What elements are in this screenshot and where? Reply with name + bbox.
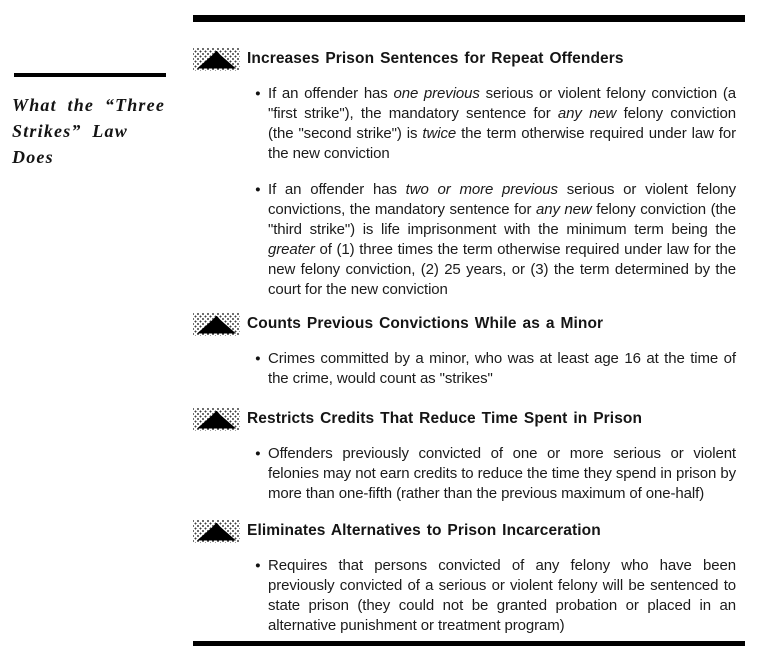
section-header xyxy=(193,519,745,543)
sidebar xyxy=(12,73,172,170)
section-heading: Counts Previous Convictions While as a Minor xyxy=(247,315,604,332)
bullet-list xyxy=(193,349,745,389)
section-heading: Increases Prison Sentences for Repeat Offenders xyxy=(247,50,624,67)
sidebar-title-line: Strikes” Law Does xyxy=(12,121,128,167)
bullet-item xyxy=(255,556,736,636)
bullet-text: Offenders previously convicted of one or more serious or violent felonies may not earn credits to reduce the time they spend in prison by more than one-fifth (rather than the previous maximum of one-half) xyxy=(268,445,736,502)
bullet-item xyxy=(255,180,736,300)
bullet-icon: ● xyxy=(255,448,261,459)
bullet-item xyxy=(255,444,736,504)
law-section xyxy=(193,47,745,300)
section-header xyxy=(193,407,745,431)
sidebar-rule xyxy=(14,73,166,77)
bullet-item xyxy=(255,349,736,389)
law-section xyxy=(193,519,745,636)
bullet-list xyxy=(193,84,745,300)
mountain-icon xyxy=(193,408,240,431)
sidebar-title-line: What the “Three xyxy=(12,95,166,115)
law-section xyxy=(193,312,745,389)
section-header xyxy=(193,312,745,336)
section-heading: Eliminates Alternatives to Prison Incarceration xyxy=(247,522,601,539)
sections-container xyxy=(193,47,745,636)
bullet-list xyxy=(193,444,745,504)
mountain-icon xyxy=(193,520,240,543)
bullet-item xyxy=(255,84,736,164)
law-section xyxy=(193,407,745,504)
bullet-icon: ● xyxy=(255,560,261,571)
section-header xyxy=(193,47,745,71)
bullet-list xyxy=(193,556,745,636)
bullet-icon: ● xyxy=(255,184,261,195)
bottom-rule xyxy=(193,641,745,646)
mountain-icon xyxy=(193,313,240,336)
bullet-icon: ● xyxy=(255,353,261,364)
main-content xyxy=(193,0,745,646)
bullet-text: Requires that persons convicted of any felony who have been previously convicted of a serious or violent felony will be sentenced to state prison (they could not be granted probation or placed in an alternative punishment or treatment program) xyxy=(268,557,736,634)
top-rule xyxy=(193,15,745,22)
bullet-icon: ● xyxy=(255,88,261,99)
bullet-text: Crimes committed by a minor, who was at least age 16 at the time of the crime, would count as "strikes" xyxy=(268,350,736,387)
bullet-text: If an offender has one previous serious or violent felony conviction (a "first strike"), the mandatory sentence for any new felony conviction (the "second strike") is twice the term otherwise required under law for the new conviction xyxy=(268,85,737,162)
mountain-icon xyxy=(193,48,240,71)
section-heading: Restricts Credits That Reduce Time Spent in Prison xyxy=(247,410,643,427)
bullet-text: If an offender has two or more previous serious or violent felony convictions, the mandatory sentence for any new felony conviction (the "third strike") is life imprisonment with the minimum term being the greater of (1) three times the term otherwise required under law for the new felony conviction, (2) 25 years, or (3) the term determined by the court for the new conviction xyxy=(268,181,737,298)
sidebar-title xyxy=(12,92,172,170)
